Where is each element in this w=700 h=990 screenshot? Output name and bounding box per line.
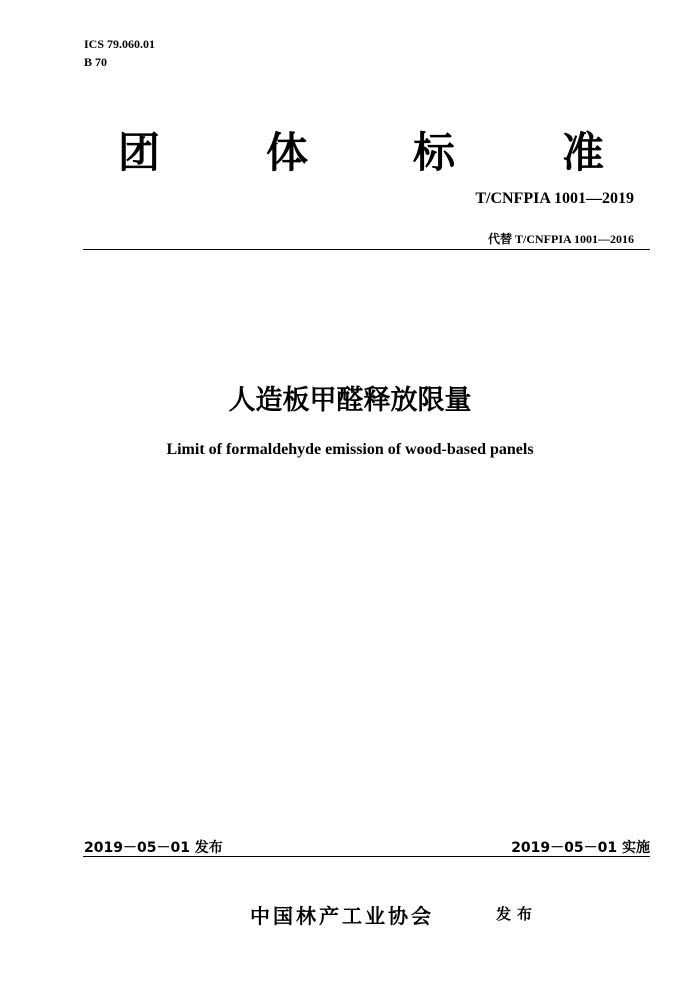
standard-type-char-4: 准 xyxy=(562,128,605,177)
standard-type-char-3: 标 xyxy=(413,128,456,177)
standard-type-char-1: 团 xyxy=(118,128,161,177)
title-english: Limit of formaldehyde emission of wood-based panels xyxy=(166,441,534,458)
publisher-name: 中国林产工业协会 xyxy=(250,904,434,928)
footer-divider xyxy=(83,856,650,857)
ics-code: ICS 79.060.01 xyxy=(84,37,156,51)
implementation-date: 2019－05－01 实施 xyxy=(511,840,650,856)
replaces-note: 代替 T/CNFPIA 1001—2016 xyxy=(487,232,634,246)
title-chinese: 人造板甲醛释放限量 xyxy=(228,385,472,416)
publisher-issue-label: 发布 xyxy=(496,905,539,923)
header-divider xyxy=(83,249,650,250)
standard-type-char-2: 体 xyxy=(266,128,309,177)
classification-code: B 70 xyxy=(84,55,108,69)
publish-date: 2019－05－01 发布 xyxy=(84,840,223,856)
standard-number: T/CNFPIA 1001—2019 xyxy=(475,190,634,207)
